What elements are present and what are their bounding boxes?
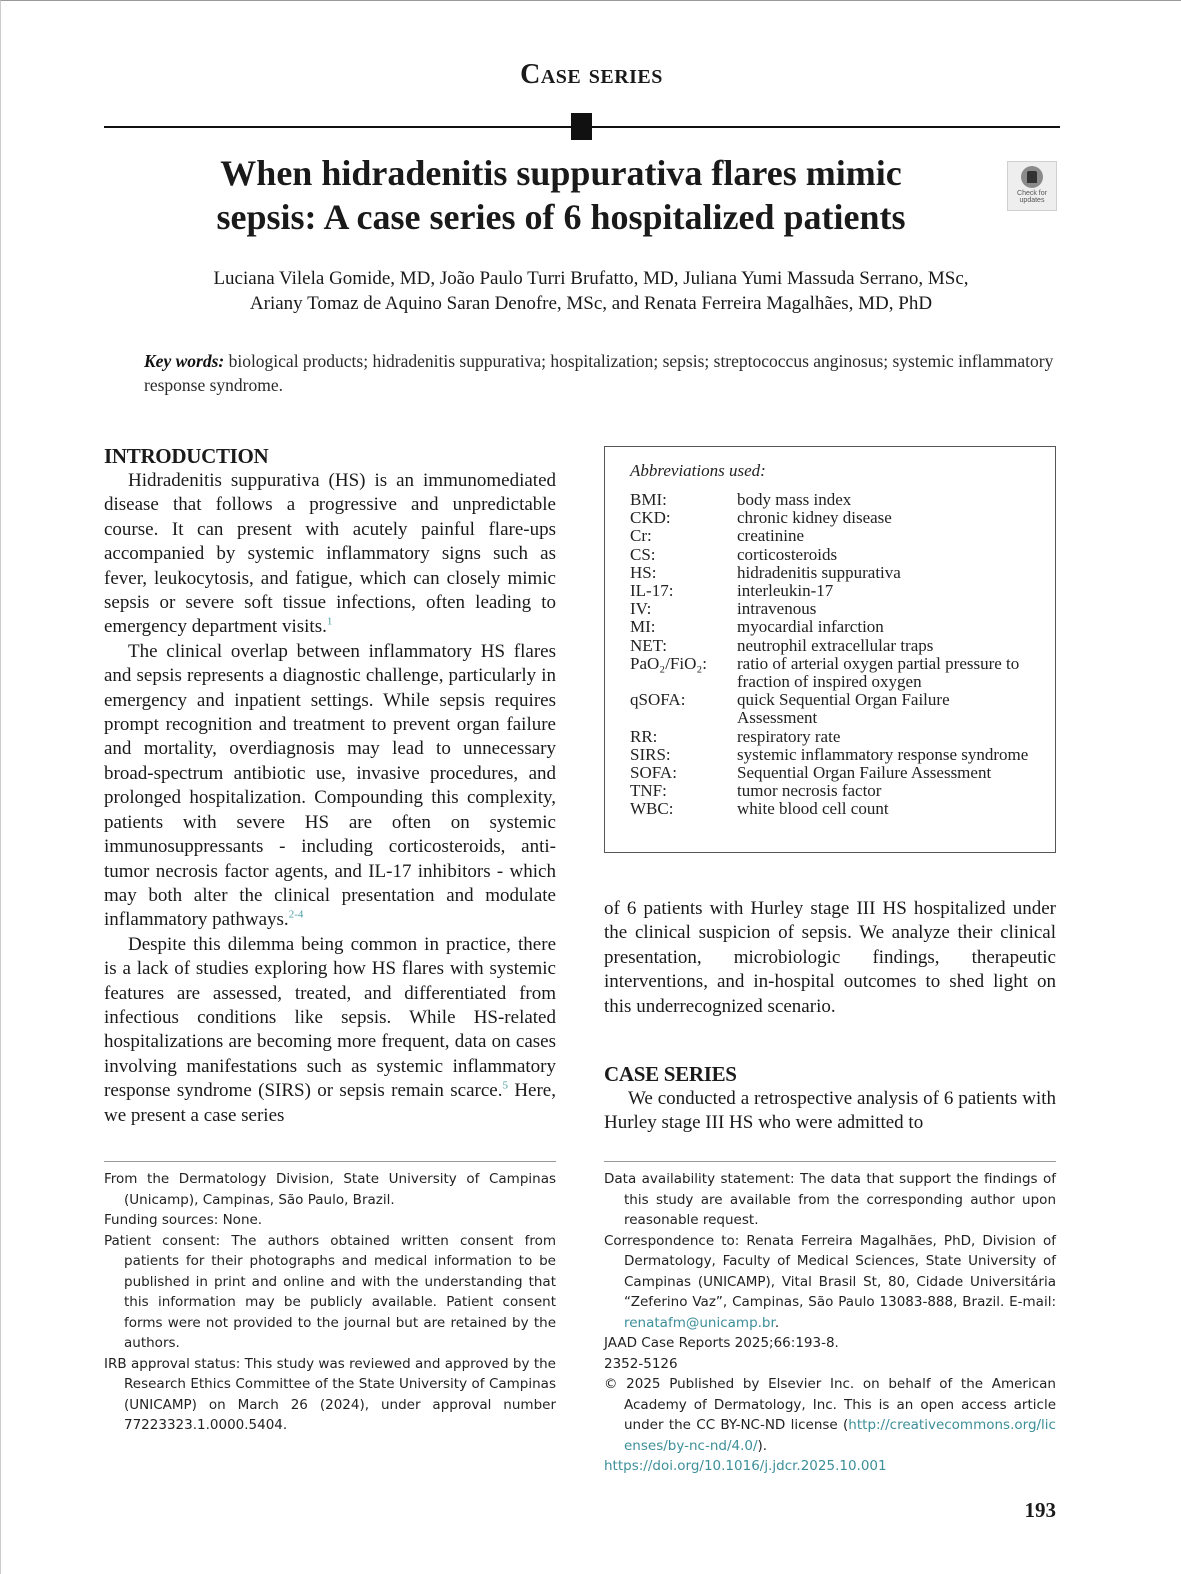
abbreviation-term: Cr:	[630, 526, 652, 546]
case-series-heading: CASE SERIES	[604, 1062, 737, 1086]
section-label: Case series	[520, 59, 663, 90]
header-rule-marker	[571, 113, 592, 140]
journal-citation: JAAD Case Reports 2025;66:193-8.	[604, 1335, 839, 1351]
abbreviation-term: SIRS:	[630, 744, 671, 764]
abbreviation-definition: chronic kidney disease	[737, 508, 892, 528]
abbreviation-row	[630, 746, 1031, 764]
abbreviation-definition: creatinine	[737, 526, 805, 546]
data-availability-note: Data availability statement: The data that support the findings of this study are available from the corresponding author upon reasonable request.	[604, 1171, 1056, 1228]
abbreviation-definition: body mass index	[737, 490, 852, 509]
footnotes-left	[104, 1169, 556, 1436]
abbreviation-term: NET:	[630, 635, 667, 655]
abbreviation-definition: hidradenitis suppurativa	[737, 562, 901, 582]
introduction-paragraph-3: Despite this dilemma being common in practice, there is a lack of studies exploring how HS flares with systemic features are assessed, treated, and differentiated from infectious conditions like sepsis. While HS-related hospitalizations are becoming more frequent, data on cases involving manifestations such as systemic inflammatory response syndrome (SIRS) or sepsis remain scarce.$^5$ Here, we present a case series	[104, 933, 556, 1126]
footnote-divider-left	[104, 1161, 556, 1162]
funding-note: Funding sources: None.	[104, 1212, 263, 1228]
abbreviation-term: RR:	[630, 726, 658, 746]
copyright-note: © 2025 Published by Elsevier Inc. on behalf of the American Academy of Dermatology, Inc. This is an open access article under the CC BY-NC-ND license (http://creativecommons.org/licenses/by-nc-nd/4.0/).	[604, 1376, 1056, 1454]
abbreviation-row	[630, 764, 1031, 782]
page-number: 193	[1024, 1498, 1056, 1522]
abbreviation-row	[630, 637, 1031, 655]
abbreviation-row	[630, 600, 1031, 618]
abbreviation-definition: neutrophil extracellular traps	[737, 635, 934, 655]
check-for-updates-icon	[1021, 166, 1043, 188]
abbreviation-term: qSOFA:	[630, 690, 686, 710]
keywords	[144, 349, 1059, 397]
keywords-label: Key words:	[144, 351, 225, 371]
abbreviation-definition: myocardial infarction	[737, 617, 884, 637]
irb-note: IRB approval status: This study was reviewed and approved by the Research Ethics Committee of the State University of Campinas (UNICAMP) on March 26 (2024), under approval number 77223323.1.0000.5404.	[104, 1355, 556, 1433]
check-for-updates-button[interactable]	[1007, 161, 1057, 211]
introduction-heading: INTRODUCTION	[104, 444, 269, 468]
abbreviation-definition: ratio of arterial oxygen partial pressure to fraction of inspired oxygen	[737, 653, 1020, 692]
abbreviation-row	[630, 618, 1031, 636]
abbreviation-term: MI:	[630, 617, 656, 637]
abbreviation-row	[630, 655, 1031, 691]
keywords-text: biological products; hidradenitis suppurativa; hospitalization; sepsis; streptococcus anginosus; systemic inflammatory response syndrome.	[144, 351, 1054, 395]
title-line-2: sepsis: A case series of 6 hospitalized patients	[216, 197, 906, 237]
abbreviation-row	[630, 546, 1031, 564]
footnote-divider-right	[604, 1161, 1056, 1162]
abbreviation-term: WBC:	[630, 799, 674, 819]
abbreviation-row	[630, 564, 1031, 582]
abbreviation-definition: white blood cell count	[737, 799, 889, 819]
abbreviation-definition: Sequential Organ Failure Assessment	[737, 763, 992, 783]
abbreviation-term: CKD:	[630, 508, 671, 528]
abbreviation-definition: intravenous	[737, 599, 817, 619]
abbreviation-term: TNF:	[630, 781, 667, 801]
abbreviation-row	[630, 728, 1031, 746]
abbreviations-title: Abbreviations used:	[630, 461, 766, 480]
abbreviation-definition: corticosteroids	[737, 544, 838, 564]
reference-link[interactable]: 5	[502, 1079, 508, 1092]
abbreviation-definition: systemic inflammatory response syndrome	[737, 744, 1029, 764]
abbreviations-list	[630, 491, 1031, 819]
abbreviation-row	[630, 800, 1031, 818]
abbreviation-row	[630, 509, 1031, 527]
abbreviation-definition: respiratory rate	[737, 726, 841, 746]
abbreviation-definition: quick Sequential Organ Failure Assessment	[737, 690, 950, 728]
abbreviation-row	[630, 691, 1031, 727]
title-line-1: When hidradenitis suppurativa flares mimic	[220, 153, 902, 193]
case-series-paragraph-1: We conducted a retrospective analysis of 6 patients with Hurley stage III HS who were admitted to	[604, 1088, 1056, 1134]
doi-link[interactable]: https://doi.org/10.1016/j.jdcr.2025.10.001	[604, 1458, 887, 1474]
abbreviation-row	[630, 582, 1031, 600]
abbreviation-term: PaO₂/FiO₂:	[630, 653, 708, 673]
author-list	[121, 266, 1061, 316]
issn: 2352-5126	[604, 1355, 678, 1372]
abbreviation-term: IL-17:	[630, 581, 674, 601]
license-link[interactable]: http://creativecommons.org/licenses/by-nc-nd/4.0/	[624, 1417, 1056, 1454]
introduction-paragraph-3-continued: of 6 patients with Hurley stage III HS hospitalized under the clinical suspicion of sepsis. We analyze their clinical presentation, microbiologic findings, therapeutic interventions, and in-hospital outcomes to shed light on this underrecognized scenario.	[604, 898, 1056, 1017]
authors-line-2: Ariany Tomaz de Aquino Saran Denofre, MSc, and Renata Ferreira Magalhães, MD, PhD	[249, 293, 933, 314]
introduction-paragraph-1: Hidradenitis suppurativa (HS) is an immunomediated disease that follows a progressive and unpredictable course. It can present with acutely painful flare-ups accompanied by systemic inflammatory signs such as fever, leukocytosis, and fatigue, which can closely mimic sepsis or severe soft tissue infections, often leading to emergency department visits.$^1$	[104, 470, 556, 638]
patient-consent-note: Patient consent: The authors obtained written consent from patients for their photographs and medical information to be published in print and online and with the understanding that this information may be publicly available. Patient consent forms were not provided to the journal but are retained by the authors.	[104, 1232, 556, 1351]
abbreviation-row	[630, 782, 1031, 800]
abbreviation-term: HS:	[630, 562, 657, 582]
abbreviation-row	[630, 491, 1031, 509]
right-column-continuation	[604, 897, 1056, 1019]
abbreviation-term: IV:	[630, 599, 652, 619]
authors-line-1: Luciana Vilela Gomide, MD, João Paulo Turri Brufatto, MD, Juliana Yumi Massuda Serrano, MSc,	[213, 268, 969, 289]
footnotes-right	[604, 1169, 1056, 1477]
left-column	[104, 443, 556, 1128]
abbreviations-box	[604, 446, 1056, 853]
email-link[interactable]: renatafm@unicamp.br	[624, 1314, 775, 1331]
abbreviation-definition: interleukin-17	[737, 581, 834, 601]
correspondence-note: Correspondence to: Renata Ferreira Magalhães, PhD, Division of Dermatology, Faculty of Medical Sciences, State University of Campinas (UNICAMP), Vital Brasil St, 80, Cidade Universitária “Zeferino Vaz”, Campinas, São Paulo 13083-888, Brazil. E-mail: renatafm@unicamp.br.	[604, 1232, 1056, 1331]
introduction-paragraph-2: The clinical overlap between inflammatory HS flares and sepsis represents a diagnostic challenge, particularly in emergency and inpatient settings. While sepsis requires prompt recognition and treatment to prevent organ failure and mortality, overdiagnosis may lead to unnecessary broad-spectrum antibiotic use, invasive procedures, and prolonged hospitalization. Compounding this complexity, patients with severe HS are often on systemic immunosuppressants - including corticosteroids, anti-tumor necrosis factor agents, and IL-17 inhibitors - which may both alter the clinical presentation and modulate inflammatory pathways.$^{2-4}$	[104, 640, 556, 931]
article-title	[131, 151, 991, 239]
abbreviation-row	[630, 527, 1031, 545]
reference-link[interactable]: 1	[326, 616, 333, 629]
abbreviation-term: SOFA:	[630, 763, 677, 783]
check-for-updates-label: Check for updates	[1017, 190, 1047, 204]
affiliation-note: From the Dermatology Division, State University of Campinas (Unicamp), Campinas, São Paulo, Brazil.	[104, 1171, 556, 1208]
reference-link[interactable]: 2-4	[288, 908, 304, 921]
abbreviation-definition: tumor necrosis factor	[737, 781, 882, 801]
case-series-section	[604, 1061, 1056, 1136]
abbreviation-term: CS:	[630, 544, 656, 564]
abbreviation-term: BMI:	[630, 490, 667, 509]
